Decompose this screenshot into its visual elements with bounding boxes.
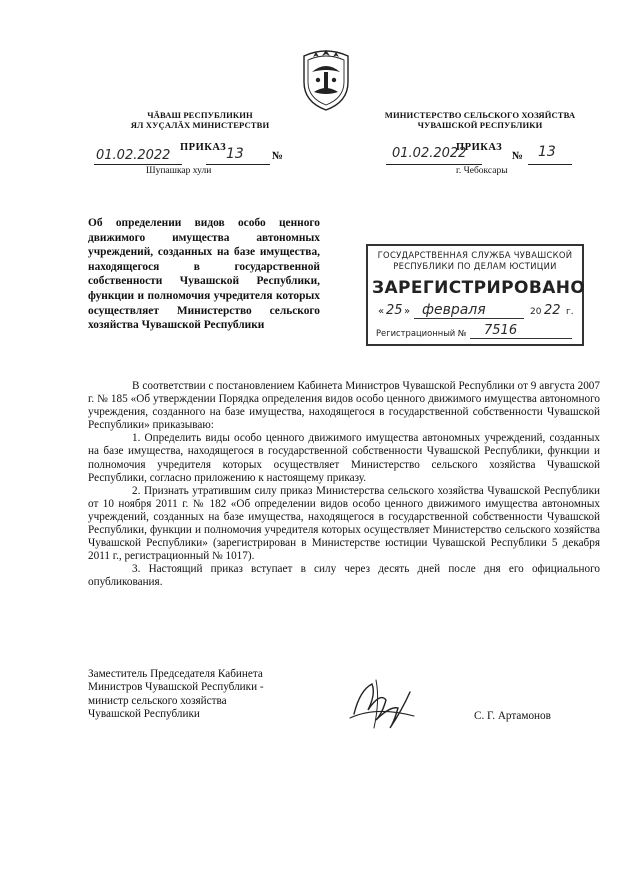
stamp-month: февраля — [422, 302, 486, 318]
order-date-left: 01.02.2022 — [96, 148, 171, 163]
order-word-left: ПРИКАЗ — [180, 142, 227, 153]
registration-stamp — [366, 244, 584, 346]
stamp-date-row — [374, 302, 578, 322]
stamp-status: ЗАРЕГИСТРИРОВАНО — [372, 278, 586, 298]
ministry-name-russian — [380, 110, 580, 130]
number-sign-left: № — [272, 150, 284, 162]
ministry-name-chuvash-line1: ЧĂВАШ РЕСПУБЛИКИН — [147, 110, 253, 120]
handwritten-signature — [346, 670, 418, 734]
stamp-year-prefix: 20 — [530, 307, 542, 317]
signatory-line3: министр сельского хозяйства — [88, 694, 227, 707]
coat-of-arms-emblem — [298, 42, 354, 112]
signatory-position — [88, 668, 318, 722]
stamp-reg-label: Регистрационный № — [376, 328, 467, 338]
stamp-org-line2: РЕСПУБЛИКИ ПО ДЕЛАМ ЮСТИЦИИ — [393, 260, 557, 271]
body-paragraph-preamble: В соответствии с постановлением Кабинета Министров Чувашской Республики от 9 августа 2007 г. № 185 «Об утверждении Порядка определения видов особо ценного движимого имущества автономного учреждения, созданного на базе имущества, находящегося в государственной собственности Чувашской Республики» приказываю: — [88, 380, 600, 432]
stamp-month-line — [414, 318, 524, 319]
order-number-left: 13 — [226, 146, 244, 162]
stamp-organization — [372, 250, 578, 271]
body-paragraph-item-1: 1. Определить виды особо ценного движимого имущества автономных учреждений, созданных на базе имущества, находящегося в государственной собственности Чувашской Республики, функции и полномочия учредителя которых осуществляет Министерство сельского хозяйства Чувашской Республики, согласно приложению к настоящему приказу. — [88, 432, 600, 484]
ministry-name-chuvash-line2: ЯЛ ХУÇАЛĂХ МИНИСТЕРСТВИ — [130, 120, 270, 130]
order-word-right: ПРИКАЗ — [456, 142, 503, 153]
stamp-reg-number: 7516 — [484, 323, 518, 338]
stamp-reg-line — [470, 338, 572, 339]
city-chuvash: Шупашкар хули — [146, 166, 212, 176]
signatory-line4: Чувашской Республики — [88, 708, 200, 721]
stamp-org-line1: ГОСУДАРСТВЕННАЯ СЛУЖБА ЧУВАШСКОЙ — [377, 250, 573, 260]
signatory-name: С. Г. Артамонов — [474, 710, 551, 722]
stamp-quote-close: » — [404, 306, 411, 317]
document-title: Об определении видов особо ценного движимого имущества автономных учреждений, созданных на базе имущества, находящегося в государственной собственности Чувашской Республики, функции и полномочия учредителя которых осуществляет Министерство сельского хозяйства Чувашской Республики — [88, 217, 320, 332]
stamp-year-suffix: 22 — [544, 303, 561, 318]
stamp-year-g: г. — [566, 307, 574, 317]
stamp-quote-open: « — [378, 306, 385, 317]
body-paragraph-item-2: 2. Признать утратившим силу приказ Министерства сельского хозяйства Чувашской Республики от 10 ноября 2011 г. № 182 «Об определении видов особо ценного движимого имущества автономных учреждений, созданных на базе имущества, находящегося в государственной собственности Чувашской Республики, функции и полномочия учредителя которых осуществляет Министерство сельского хозяйства Чувашской Республики» (зарегистрирован в Министерстве юстиции Чувашской Республики 5 декабря 2011 г., регистрационный № 1017). — [88, 484, 600, 563]
ministry-name-chuvash — [110, 110, 290, 130]
body-paragraph-item-3: 3. Настоящий приказ вступает в силу через десять дней после дня его официального опубликования. — [88, 563, 600, 589]
signatory-line2: Министров Чувашской Республики - — [88, 681, 264, 694]
number-sign-right: № — [512, 150, 524, 162]
ministry-name-russian-line2: ЧУВАШСКОЙ РЕСПУБЛИКИ — [417, 120, 543, 130]
stamp-registration-row — [374, 323, 578, 342]
order-number-right: 13 — [538, 144, 556, 160]
document-body — [88, 380, 600, 590]
order-date-right: 01.02.2022 — [392, 146, 467, 161]
ministry-name-russian-line1: МИНИСТЕРСТВО СЕЛЬСКОГО ХОЗЯЙСТВА — [384, 110, 576, 120]
stamp-day: 25 — [386, 303, 403, 318]
signatory-line1: Заместитель Председателя Кабинета — [88, 668, 263, 680]
city-russian: г. Чебоксары — [456, 166, 508, 176]
